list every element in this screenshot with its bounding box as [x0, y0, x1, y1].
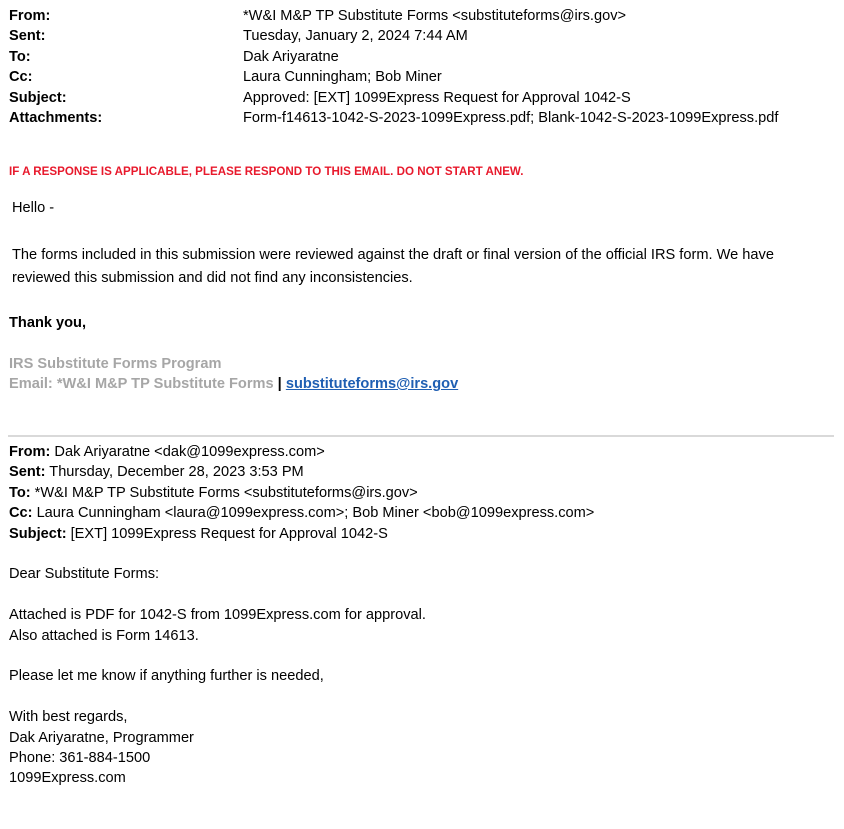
spacer: [9, 687, 594, 707]
spacer: [9, 544, 594, 564]
orig-cc-row: [9, 503, 594, 523]
orig-body-line-2: Also attached is Form 14613.: [9, 627, 199, 644]
orig-website: 1099Express.com: [9, 770, 126, 787]
orig-sent-row: [9, 462, 594, 482]
orig-phone: Phone: 361-884-1500: [9, 750, 151, 767]
orig-sent-label: Sent:: [9, 464, 46, 481]
original-message: [9, 442, 594, 789]
subject-value: Approved: [EXT] 1099Express Request for Approval 1042-S: [243, 89, 631, 106]
header-to-row: [9, 47, 839, 67]
closing: Thank you,: [9, 315, 87, 331]
sent-label: Sent:: [9, 28, 46, 45]
orig-regards: With best regards,: [9, 709, 128, 726]
header-attachments-row: [9, 108, 839, 128]
greeting: Hello -: [12, 200, 55, 216]
orig-subject-label: Subject:: [9, 525, 67, 542]
signature-email: [9, 374, 458, 394]
signature-email-link[interactable]: substituteforms@irs.gov: [285, 376, 459, 392]
orig-body-line-1: Attached is PDF for 1042-S from 1099Express.com for approval.: [9, 607, 426, 624]
orig-cc-value: Laura Cunningham <laura@1099express.com>; Bob Miner <bob@1099express.com>: [32, 505, 595, 522]
orig-subject-row: [9, 524, 594, 544]
cc-value: Laura Cunningham; Bob Miner: [243, 69, 442, 86]
to-value: Dak Ariyaratne: [243, 48, 339, 65]
orig-to-row: [9, 483, 594, 503]
header-sent-row: [9, 26, 839, 46]
cc-label: Cc:: [9, 69, 33, 86]
response-notice: IF A RESPONSE IS APPLICABLE, PLEASE RESPOND TO THIS EMAIL. DO NOT START ANEW.: [9, 165, 524, 178]
signature-email-prefix: Email: *W&I M&P TP Substitute Forms: [9, 376, 278, 392]
attachments-label: Attachments:: [9, 109, 103, 126]
orig-from-value: Dak Ariyaratne <dak@1099express.com>: [50, 444, 325, 460]
spacer: [9, 585, 594, 605]
signature-program: IRS Substitute Forms Program: [9, 356, 222, 372]
orig-subject-value: [EXT] 1099Express Request for Approval 1042-S: [66, 525, 388, 542]
orig-body-line-3: Please let me know if anything further is needed,: [9, 668, 324, 685]
to-label: To:: [9, 48, 31, 65]
orig-cc-label: Cc:: [9, 505, 33, 522]
spacer: [9, 646, 594, 666]
orig-from-row: [9, 442, 594, 462]
orig-to-value: *W&I M&P TP Substitute Forms <substituteforms@irs.gov>: [30, 484, 418, 501]
attachments-value[interactable]: Form-f14613-1042-S-2023-1099Express.pdf; Blank-1042-S-2023-1099Express.pdf: [243, 109, 779, 126]
header-cc-row: [9, 67, 839, 87]
orig-sent-value: Thursday, December 28, 2023 3:53 PM: [45, 464, 304, 481]
email-header: [9, 6, 839, 128]
orig-to-label: To:: [9, 484, 31, 501]
message-divider: [8, 435, 834, 437]
orig-salutation: Dear Substitute Forms:: [9, 566, 160, 583]
from-value: *W&I M&P TP Substitute Forms <substituteforms@irs.gov>: [243, 8, 627, 24]
sent-value: Tuesday, January 2, 2024 7:44 AM: [243, 28, 468, 45]
header-subject-row: [9, 88, 839, 108]
orig-sender-name: Dak Ariyaratne, Programmer: [9, 729, 194, 746]
orig-from-label: From:: [9, 444, 51, 460]
review-paragraph: The forms included in this submission were reviewed against the draft or final version of the official IRS form. We have reviewed this submission and did not find any inconsistencies.: [12, 247, 774, 286]
signature-separator: |: [277, 376, 282, 392]
subject-label: Subject:: [9, 89, 67, 106]
from-label: From:: [9, 8, 51, 24]
header-from-row: [9, 6, 839, 26]
